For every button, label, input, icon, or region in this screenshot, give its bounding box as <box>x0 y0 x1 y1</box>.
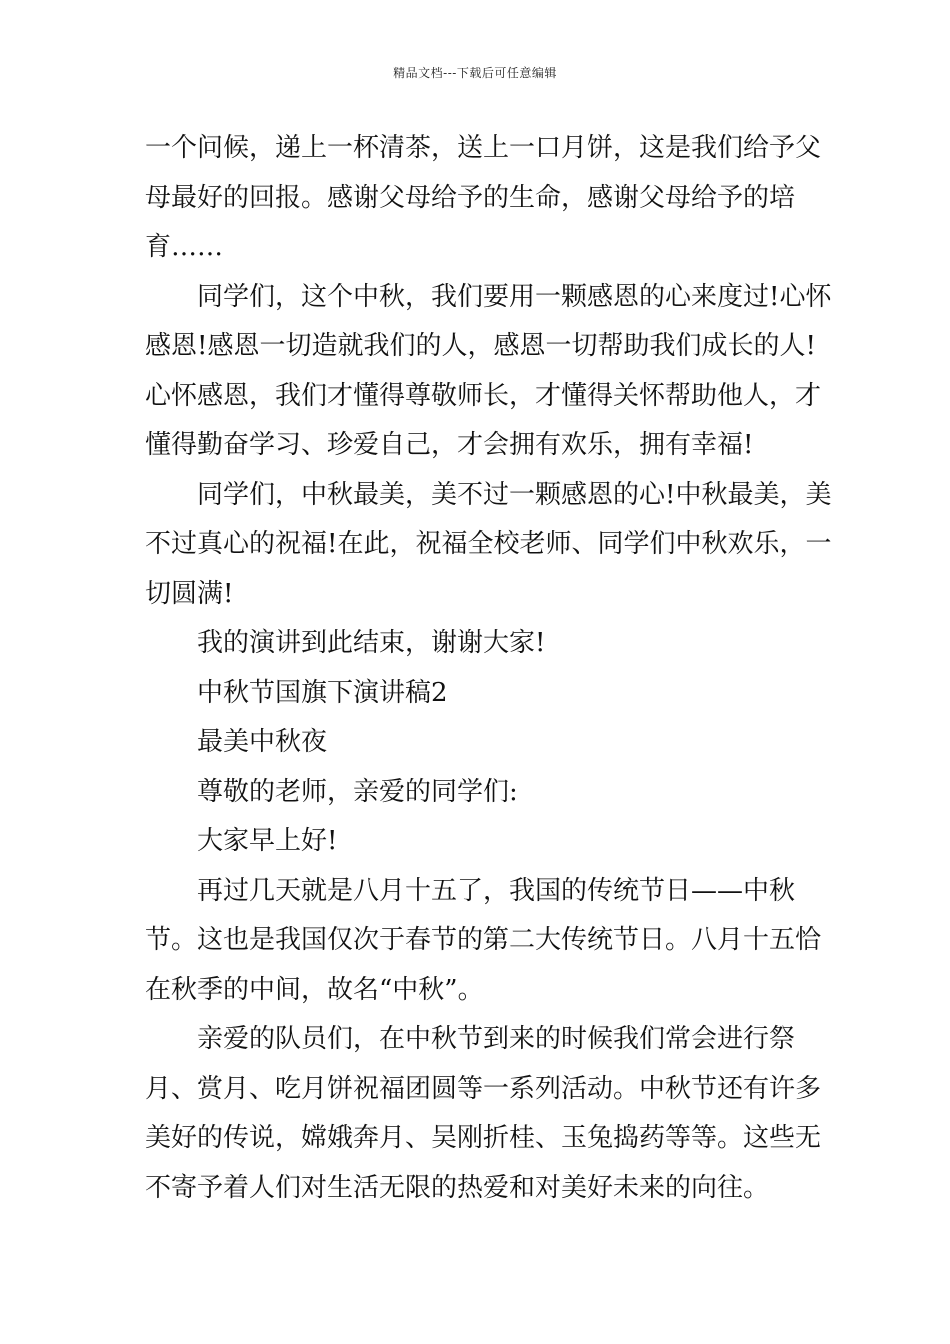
paragraph-closing-thanks-parents: 一个问候，递上一杯清茶，送上一口月饼，这是我们给予父母最好的回报。感谢父母给予的生命，感谢父母给予的培育…… <box>145 133 822 262</box>
speech-title: 最美中秋夜 <box>197 727 328 757</box>
salutation: 尊敬的老师，亲爱的同学们: <box>197 776 518 807</box>
paragraph-speech-end: 我的演讲到此结束，谢谢大家! <box>197 628 546 658</box>
document-body <box>145 124 835 1213</box>
paragraph-festival-activities: 亲爱的队员们，在中秋节到来的时候我们常会进行祭月、赏月、吃月饼祝福团圆等一系列活动。中秋节还有许多美好的传说，嫦娥奔月、吴刚折桂、玉兔捣药等等。这些无不寄予着人们对生活无限的热爱和对美好未来的向往。 <box>145 1024 822 1203</box>
paragraph-blessing: 同学们，中秋最美，美不过一颗感恩的心!中秋最美，美不过真心的祝福!在此，祝福全校老师、同学们中秋欢乐，一切圆满! <box>145 479 832 609</box>
paragraph-festival-intro: 再过几天就是八月十五了，我国的传统节日——中秋节。这也是我国仅次于春节的第二大传统节日。八月十五恰在秋季的中间，故名“中秋”。 <box>145 875 822 1005</box>
section-title: 中秋节国旗下演讲稿2 <box>197 677 448 708</box>
page-header: 精品文档---下载后可任意编辑 <box>393 66 557 80</box>
paragraph-gratitude: 同学们，这个中秋，我们要用一颗感恩的心来度过!心怀感恩!感恩一切造就我们的人，感恩一切帮助我们成长的人!心怀感恩，我们才懂得尊敬师长，才懂得关怀帮助他人，才懂得勤奋学习、珍爱自己，才会拥有欢乐，拥有幸福! <box>145 281 832 460</box>
greeting: 大家早上好! <box>197 826 338 856</box>
